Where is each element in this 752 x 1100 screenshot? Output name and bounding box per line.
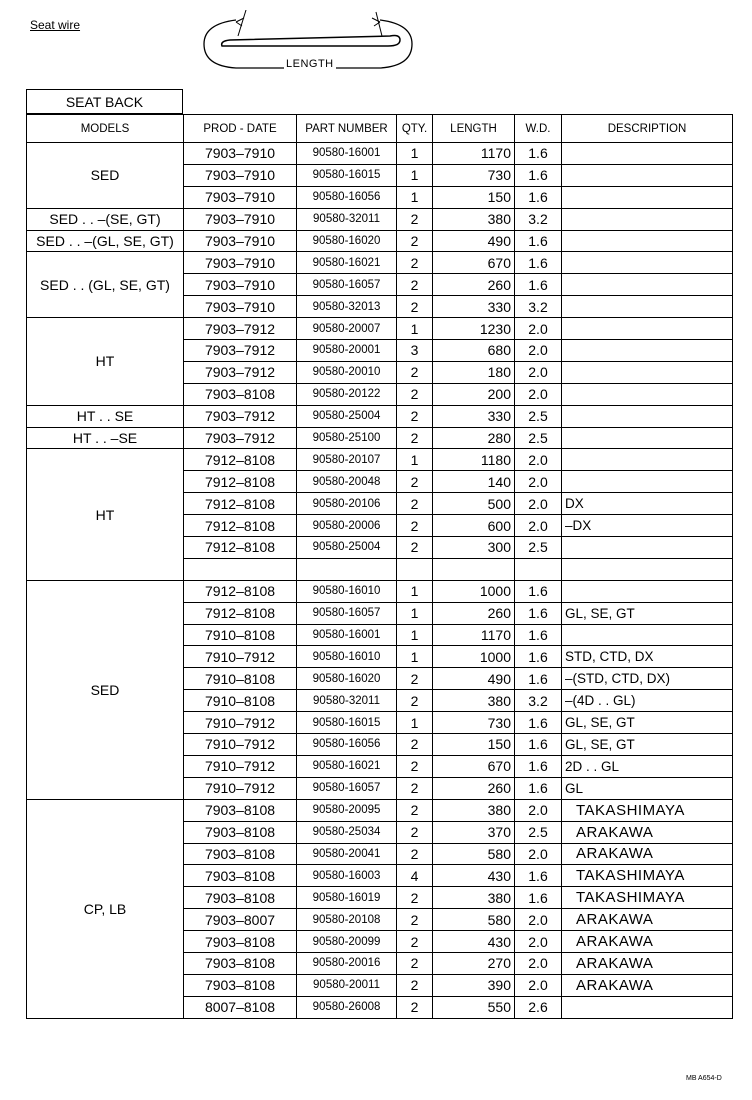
len-cell: 490 bbox=[433, 230, 515, 252]
date-cell: 7910–7912 bbox=[184, 755, 297, 777]
qty-cell: 1 bbox=[397, 646, 433, 668]
desc-cell bbox=[562, 427, 733, 449]
desc-cell bbox=[562, 164, 733, 186]
len-cell: 390 bbox=[433, 974, 515, 996]
part-cell: 90580-16020 bbox=[297, 230, 397, 252]
len-cell: 580 bbox=[433, 843, 515, 865]
part-cell: 90580-16057 bbox=[297, 602, 397, 624]
column-header: W.D. bbox=[515, 115, 562, 143]
date-cell: 7903–8108 bbox=[184, 843, 297, 865]
part-cell: 90580-20122 bbox=[297, 383, 397, 405]
desc-cell bbox=[562, 383, 733, 405]
qty-cell: 1 bbox=[397, 624, 433, 646]
desc-cell: ARAKAWA bbox=[562, 931, 733, 953]
part-cell: 90580-20048 bbox=[297, 471, 397, 493]
wd-cell: 2.5 bbox=[515, 427, 562, 449]
date-cell: 7903–8108 bbox=[184, 931, 297, 953]
len-cell: 1230 bbox=[433, 318, 515, 340]
table-row bbox=[27, 580, 733, 602]
column-header: PROD - DATE bbox=[184, 115, 297, 143]
desc-cell: TAKASHIMAYA bbox=[562, 865, 733, 887]
qty-cell: 2 bbox=[397, 952, 433, 974]
column-header: QTY. bbox=[397, 115, 433, 143]
len-cell: 180 bbox=[433, 361, 515, 383]
wd-cell: 1.6 bbox=[515, 624, 562, 646]
qty-cell: 2 bbox=[397, 361, 433, 383]
len-cell: 1000 bbox=[433, 580, 515, 602]
qty-cell: 1 bbox=[397, 143, 433, 165]
len-cell: 150 bbox=[433, 186, 515, 208]
wd-cell: 1.6 bbox=[515, 186, 562, 208]
qty-cell: 2 bbox=[397, 471, 433, 493]
desc-cell: ARAKAWA bbox=[562, 952, 733, 974]
qty-cell: 2 bbox=[397, 427, 433, 449]
len-cell: 330 bbox=[433, 405, 515, 427]
part-cell: 90580-16057 bbox=[297, 274, 397, 296]
part-cell: 90580-25004 bbox=[297, 537, 397, 559]
qty-cell: 2 bbox=[397, 296, 433, 318]
desc-cell: ARAKAWA bbox=[562, 909, 733, 931]
date-cell: 7910–8108 bbox=[184, 624, 297, 646]
desc-cell: 2D . . GL bbox=[562, 755, 733, 777]
len-cell: 430 bbox=[433, 865, 515, 887]
desc-cell bbox=[562, 252, 733, 274]
wd-cell: 1.6 bbox=[515, 602, 562, 624]
section-title: SEAT BACK bbox=[26, 89, 183, 114]
len-cell: 260 bbox=[433, 602, 515, 624]
desc-cell bbox=[562, 274, 733, 296]
table-row bbox=[27, 208, 733, 230]
desc-cell: STD, CTD, DX bbox=[562, 646, 733, 668]
wd-cell: 2.5 bbox=[515, 405, 562, 427]
desc-cell bbox=[562, 558, 733, 580]
part-cell bbox=[297, 558, 397, 580]
qty-cell: 2 bbox=[397, 799, 433, 821]
len-cell: 200 bbox=[433, 383, 515, 405]
part-cell: 90580-16056 bbox=[297, 734, 397, 756]
table-body bbox=[27, 143, 733, 1019]
wd-cell: 2.5 bbox=[515, 537, 562, 559]
wd-cell: 1.6 bbox=[515, 865, 562, 887]
part-cell: 90580-20007 bbox=[297, 318, 397, 340]
len-cell: 330 bbox=[433, 296, 515, 318]
qty-cell: 4 bbox=[397, 865, 433, 887]
desc-cell: ARAKAWA bbox=[562, 843, 733, 865]
date-cell: 7903–7910 bbox=[184, 230, 297, 252]
wd-cell: 1.6 bbox=[515, 712, 562, 734]
qty-cell: 2 bbox=[397, 537, 433, 559]
wd-cell: 2.0 bbox=[515, 340, 562, 362]
figure-code: MB A654-D bbox=[686, 1075, 722, 1082]
part-cell: 90580-25004 bbox=[297, 405, 397, 427]
part-cell: 90580-16021 bbox=[297, 252, 397, 274]
part-cell: 90580-16021 bbox=[297, 755, 397, 777]
part-cell: 90580-16015 bbox=[297, 164, 397, 186]
wd-cell: 1.6 bbox=[515, 734, 562, 756]
qty-cell: 2 bbox=[397, 274, 433, 296]
table-row bbox=[27, 252, 733, 274]
model-cell: HT bbox=[27, 449, 184, 580]
date-cell: 7903–8108 bbox=[184, 865, 297, 887]
qty-cell: 2 bbox=[397, 821, 433, 843]
date-cell: 7912–8108 bbox=[184, 471, 297, 493]
len-cell: 140 bbox=[433, 471, 515, 493]
len-cell: 370 bbox=[433, 821, 515, 843]
desc-cell bbox=[562, 318, 733, 340]
table-row bbox=[27, 230, 733, 252]
qty-cell: 1 bbox=[397, 164, 433, 186]
wd-cell: 2.0 bbox=[515, 909, 562, 931]
qty-cell: 1 bbox=[397, 318, 433, 340]
date-cell: 7903–8108 bbox=[184, 952, 297, 974]
date-cell: 7910–7912 bbox=[184, 734, 297, 756]
qty-cell: 2 bbox=[397, 252, 433, 274]
model-cell: HT bbox=[27, 318, 184, 406]
part-cell: 90580-20041 bbox=[297, 843, 397, 865]
wd-cell: 3.2 bbox=[515, 296, 562, 318]
len-cell: 730 bbox=[433, 712, 515, 734]
model-cell: CP, LB bbox=[27, 799, 184, 1018]
date-cell: 7903–8108 bbox=[184, 887, 297, 909]
desc-cell: DX bbox=[562, 493, 733, 515]
desc-cell: TAKASHIMAYA bbox=[562, 799, 733, 821]
qty-cell: 2 bbox=[397, 755, 433, 777]
desc-cell bbox=[562, 405, 733, 427]
desc-cell bbox=[562, 230, 733, 252]
page-title: Seat wire bbox=[30, 18, 81, 32]
len-cell: 1170 bbox=[433, 143, 515, 165]
len-cell: 580 bbox=[433, 909, 515, 931]
wd-cell: 1.6 bbox=[515, 230, 562, 252]
desc-cell: GL, SE, GT bbox=[562, 712, 733, 734]
qty-cell: 1 bbox=[397, 712, 433, 734]
part-cell: 90580-16001 bbox=[297, 624, 397, 646]
qty-cell: 2 bbox=[397, 974, 433, 996]
column-header: DESCRIPTION bbox=[562, 115, 733, 143]
date-cell: 7903–7910 bbox=[184, 143, 297, 165]
desc-cell bbox=[562, 186, 733, 208]
date-cell: 7903–7912 bbox=[184, 427, 297, 449]
date-cell: 7912–8108 bbox=[184, 493, 297, 515]
desc-cell: GL bbox=[562, 777, 733, 799]
part-cell: 90580-16019 bbox=[297, 887, 397, 909]
wd-cell: 2.0 bbox=[515, 843, 562, 865]
qty-cell: 2 bbox=[397, 668, 433, 690]
desc-cell bbox=[562, 208, 733, 230]
len-cell: 490 bbox=[433, 668, 515, 690]
len-cell: 1170 bbox=[433, 624, 515, 646]
model-cell: SED . . (GL, SE, GT) bbox=[27, 252, 184, 318]
date-cell: 7903–7910 bbox=[184, 208, 297, 230]
part-cell: 90580-20095 bbox=[297, 799, 397, 821]
table-row bbox=[27, 799, 733, 821]
column-header: PART NUMBER bbox=[297, 115, 397, 143]
len-cell: 380 bbox=[433, 799, 515, 821]
date-cell: 7912–8108 bbox=[184, 515, 297, 537]
len-cell: 430 bbox=[433, 931, 515, 953]
model-cell: HT . . SE bbox=[27, 405, 184, 427]
desc-cell: GL, SE, GT bbox=[562, 734, 733, 756]
wd-cell: 2.0 bbox=[515, 383, 562, 405]
part-cell: 90580-20108 bbox=[297, 909, 397, 931]
qty-cell: 1 bbox=[397, 186, 433, 208]
part-cell: 90580-16001 bbox=[297, 143, 397, 165]
column-header: LENGTH bbox=[433, 115, 515, 143]
date-cell: 7910–8108 bbox=[184, 690, 297, 712]
qty-cell: 1 bbox=[397, 449, 433, 471]
qty-cell: 2 bbox=[397, 931, 433, 953]
qty-cell: 1 bbox=[397, 602, 433, 624]
part-cell: 90580-16010 bbox=[297, 646, 397, 668]
date-cell: 7903–7910 bbox=[184, 164, 297, 186]
qty-cell: 1 bbox=[397, 580, 433, 602]
date-cell: 7903–8007 bbox=[184, 909, 297, 931]
wd-cell: 1.6 bbox=[515, 164, 562, 186]
len-cell: 550 bbox=[433, 996, 515, 1018]
wd-cell: 2.0 bbox=[515, 931, 562, 953]
desc-cell: GL, SE, GT bbox=[562, 602, 733, 624]
qty-cell: 3 bbox=[397, 340, 433, 362]
len-cell bbox=[433, 558, 515, 580]
len-cell: 380 bbox=[433, 887, 515, 909]
len-cell: 380 bbox=[433, 208, 515, 230]
desc-cell bbox=[562, 361, 733, 383]
date-cell: 7910–7912 bbox=[184, 777, 297, 799]
date-cell: 7903–8108 bbox=[184, 974, 297, 996]
part-cell: 90580-20010 bbox=[297, 361, 397, 383]
wd-cell: 1.6 bbox=[515, 143, 562, 165]
date-cell: 7912–8108 bbox=[184, 580, 297, 602]
wd-cell bbox=[515, 558, 562, 580]
desc-cell: ARAKAWA bbox=[562, 974, 733, 996]
model-cell: SED . . –(GL, SE, GT) bbox=[27, 230, 184, 252]
wd-cell: 2.0 bbox=[515, 449, 562, 471]
wd-cell: 1.6 bbox=[515, 252, 562, 274]
date-cell: 7903–7912 bbox=[184, 361, 297, 383]
wd-cell: 1.6 bbox=[515, 646, 562, 668]
part-cell: 90580-25034 bbox=[297, 821, 397, 843]
desc-cell bbox=[562, 143, 733, 165]
date-cell bbox=[184, 558, 297, 580]
wd-cell: 2.0 bbox=[515, 974, 562, 996]
qty-cell: 2 bbox=[397, 493, 433, 515]
wd-cell: 2.5 bbox=[515, 821, 562, 843]
wd-cell: 2.0 bbox=[515, 515, 562, 537]
table-row bbox=[27, 405, 733, 427]
qty-cell: 2 bbox=[397, 843, 433, 865]
qty-cell: 2 bbox=[397, 230, 433, 252]
len-cell: 1000 bbox=[433, 646, 515, 668]
wd-cell: 2.0 bbox=[515, 471, 562, 493]
seat-wire-table bbox=[26, 114, 733, 1019]
qty-cell: 2 bbox=[397, 690, 433, 712]
date-cell: 7903–8108 bbox=[184, 383, 297, 405]
desc-cell bbox=[562, 449, 733, 471]
date-cell: 7910–7912 bbox=[184, 712, 297, 734]
part-cell: 90580-16015 bbox=[297, 712, 397, 734]
qty-cell: 2 bbox=[397, 734, 433, 756]
model-cell: HT . . –SE bbox=[27, 427, 184, 449]
wd-cell: 2.6 bbox=[515, 996, 562, 1018]
date-cell: 7912–8108 bbox=[184, 602, 297, 624]
part-cell: 90580-20001 bbox=[297, 340, 397, 362]
qty-cell: 2 bbox=[397, 515, 433, 537]
desc-cell bbox=[562, 624, 733, 646]
date-cell: 7903–7910 bbox=[184, 296, 297, 318]
part-cell: 90580-20107 bbox=[297, 449, 397, 471]
length-label: LENGTH bbox=[286, 58, 334, 70]
qty-cell: 2 bbox=[397, 405, 433, 427]
desc-cell: –(4D . . GL) bbox=[562, 690, 733, 712]
date-cell: 8007–8108 bbox=[184, 996, 297, 1018]
part-cell: 90580-16057 bbox=[297, 777, 397, 799]
part-cell: 90580-20099 bbox=[297, 931, 397, 953]
date-cell: 7912–8108 bbox=[184, 449, 297, 471]
date-cell: 7903–7910 bbox=[184, 252, 297, 274]
part-cell: 90580-20011 bbox=[297, 974, 397, 996]
date-cell: 7903–7912 bbox=[184, 340, 297, 362]
desc-cell: –(STD, CTD, DX) bbox=[562, 668, 733, 690]
wd-cell: 2.0 bbox=[515, 318, 562, 340]
date-cell: 7903–8108 bbox=[184, 821, 297, 843]
table-row bbox=[27, 143, 733, 165]
qty-cell: 2 bbox=[397, 996, 433, 1018]
date-cell: 7903–8108 bbox=[184, 799, 297, 821]
part-cell: 90580-32013 bbox=[297, 296, 397, 318]
wd-cell: 2.0 bbox=[515, 952, 562, 974]
qty-cell bbox=[397, 558, 433, 580]
len-cell: 500 bbox=[433, 493, 515, 515]
qty-cell: 2 bbox=[397, 208, 433, 230]
part-cell: 90580-26008 bbox=[297, 996, 397, 1018]
part-cell: 90580-16056 bbox=[297, 186, 397, 208]
len-cell: 270 bbox=[433, 952, 515, 974]
wd-cell: 2.0 bbox=[515, 361, 562, 383]
date-cell: 7910–8108 bbox=[184, 668, 297, 690]
len-cell: 1180 bbox=[433, 449, 515, 471]
date-cell: 7903–7912 bbox=[184, 318, 297, 340]
desc-cell bbox=[562, 296, 733, 318]
part-cell: 90580-16020 bbox=[297, 668, 397, 690]
len-cell: 280 bbox=[433, 427, 515, 449]
len-cell: 260 bbox=[433, 274, 515, 296]
wd-cell: 3.2 bbox=[515, 690, 562, 712]
wd-cell: 1.6 bbox=[515, 777, 562, 799]
desc-cell: ARAKAWA bbox=[562, 821, 733, 843]
model-cell: SED . . –(SE, GT) bbox=[27, 208, 184, 230]
date-cell: 7910–7912 bbox=[184, 646, 297, 668]
desc-cell: TAKASHIMAYA bbox=[562, 887, 733, 909]
wd-cell: 2.0 bbox=[515, 799, 562, 821]
part-cell: 90580-20106 bbox=[297, 493, 397, 515]
wd-cell: 1.6 bbox=[515, 580, 562, 602]
table-header-row bbox=[27, 115, 733, 143]
qty-cell: 2 bbox=[397, 383, 433, 405]
len-cell: 670 bbox=[433, 252, 515, 274]
wd-cell: 1.6 bbox=[515, 755, 562, 777]
wd-cell: 1.6 bbox=[515, 887, 562, 909]
desc-cell bbox=[562, 580, 733, 602]
date-cell: 7903–7910 bbox=[184, 274, 297, 296]
wd-cell: 3.2 bbox=[515, 208, 562, 230]
table-row bbox=[27, 318, 733, 340]
wd-cell: 2.0 bbox=[515, 493, 562, 515]
desc-cell bbox=[562, 537, 733, 559]
wd-cell: 1.6 bbox=[515, 668, 562, 690]
desc-cell bbox=[562, 340, 733, 362]
len-cell: 670 bbox=[433, 755, 515, 777]
len-cell: 300 bbox=[433, 537, 515, 559]
qty-cell: 2 bbox=[397, 909, 433, 931]
date-cell: 7912–8108 bbox=[184, 537, 297, 559]
part-cell: 90580-32011 bbox=[297, 208, 397, 230]
part-cell: 90580-25100 bbox=[297, 427, 397, 449]
desc-cell bbox=[562, 471, 733, 493]
date-cell: 7903–7912 bbox=[184, 405, 297, 427]
part-cell: 90580-16003 bbox=[297, 865, 397, 887]
wd-cell: 1.6 bbox=[515, 274, 562, 296]
len-cell: 150 bbox=[433, 734, 515, 756]
len-cell: 680 bbox=[433, 340, 515, 362]
qty-cell: 2 bbox=[397, 777, 433, 799]
len-cell: 600 bbox=[433, 515, 515, 537]
desc-cell bbox=[562, 996, 733, 1018]
len-cell: 730 bbox=[433, 164, 515, 186]
part-cell: 90580-32011 bbox=[297, 690, 397, 712]
desc-cell: –DX bbox=[562, 515, 733, 537]
model-cell: SED bbox=[27, 143, 184, 209]
qty-cell: 2 bbox=[397, 887, 433, 909]
len-cell: 260 bbox=[433, 777, 515, 799]
model-cell: SED bbox=[27, 580, 184, 799]
part-cell: 90580-20006 bbox=[297, 515, 397, 537]
table-row bbox=[27, 427, 733, 449]
part-cell: 90580-20016 bbox=[297, 952, 397, 974]
table-row bbox=[27, 449, 733, 471]
column-header: MODELS bbox=[27, 115, 184, 143]
date-cell: 7903–7910 bbox=[184, 186, 297, 208]
part-cell: 90580-16010 bbox=[297, 580, 397, 602]
len-cell: 380 bbox=[433, 690, 515, 712]
